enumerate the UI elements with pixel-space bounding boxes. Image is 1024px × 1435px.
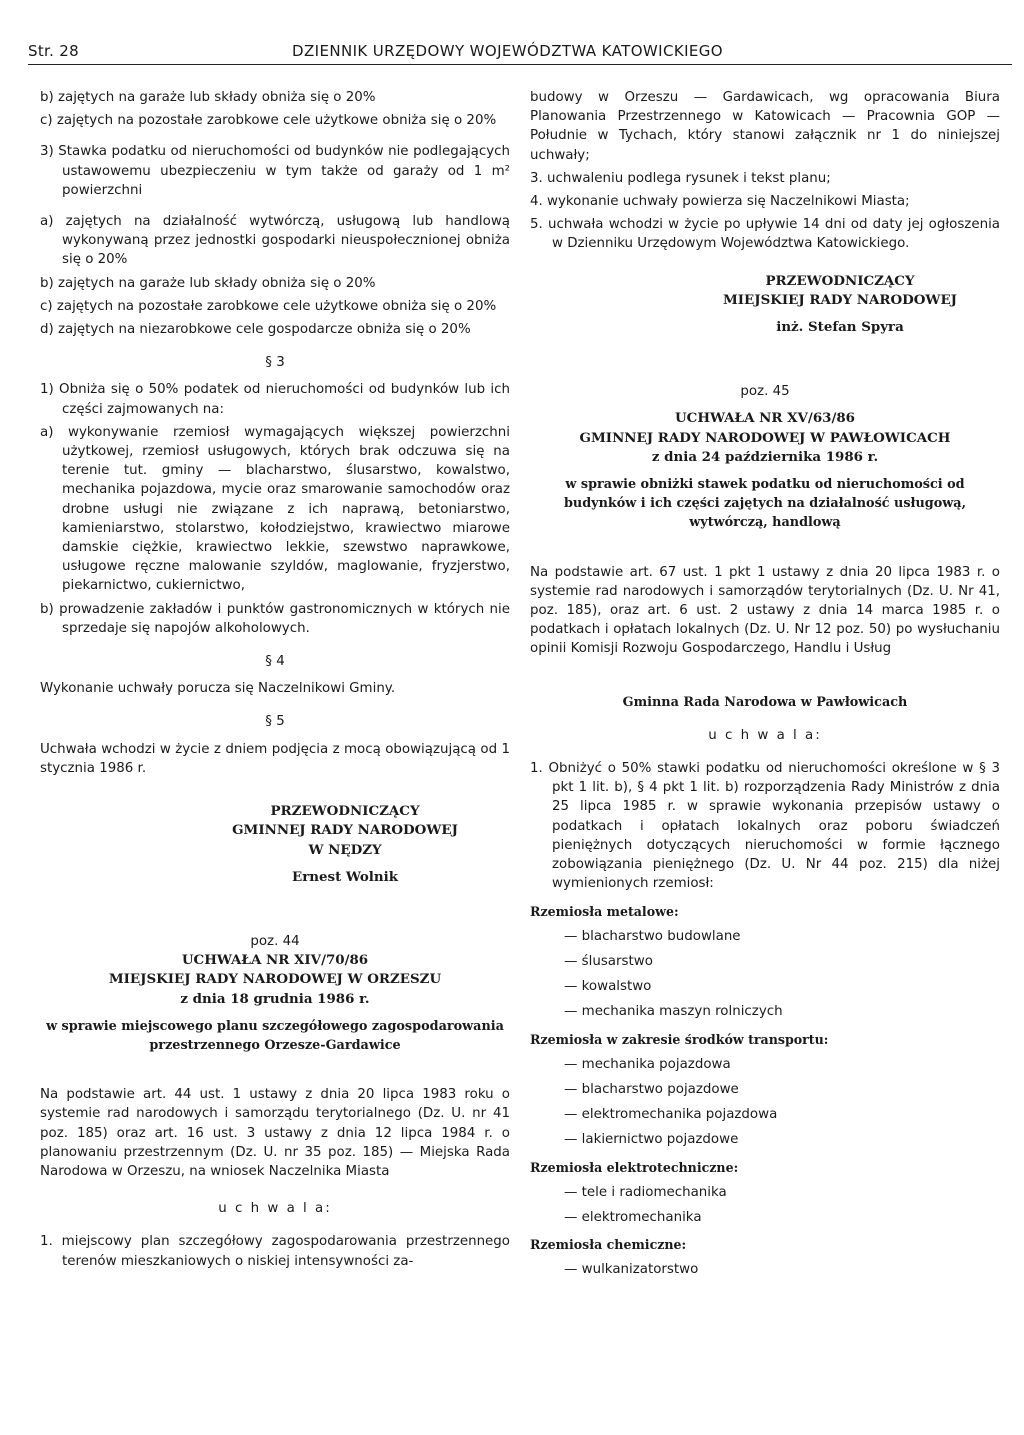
list-item: — elektromechanika pojazdowa — [564, 1107, 778, 1123]
paragraph: c) zajętych na pozostałe zarobkowe cele użytkowe obniża się o 20% — [40, 113, 497, 129]
craft-group-heading: Rzemiosła elektrotechniczne: — [530, 1159, 739, 1175]
resolution-subject: w sprawie miejscowego planu szczegółowego zagospodarowania przestrzennego Orzesze-Gardawice — [46, 1018, 504, 1053]
paragraph: a) wykonywanie rzemiosł wymagających większej powierzchni użytkowej, rzemiosł usługowych, których brak odczuwa się na terenie tut. gminy — blacharstwo, ślusarstwo, kowalstwo, mechanika pojazdowa, mycie oraz smarowanie samochodów oraz drobne usługi nie związane z ich naprawą, betoniarstwo, kamieniarstwo, stolarstwo, kołodziejstwo, krawiectwo miarowe damskie ciężkie, krawiectwo lekkie, szewstwo naprawkowe, usługowe ręczne malowanie szyldów, maglowanie, fryzjerstwo, piekarnictwo, cukiernictwo, — [40, 424, 510, 594]
paragraph: 3. uchwaleniu podlega rysunek i tekst planu; — [530, 170, 831, 186]
signature-title: PRZEWODNICZĄCY — [765, 272, 915, 289]
list-item: — kowalstwo — [564, 979, 652, 995]
paragraph: 4. wykonanie uchwały powierza się Naczelnikowi Miasta; — [530, 194, 910, 210]
paragraph: d) zajętych na niezarobkowe cele gospodarcze obniża się o 20% — [40, 322, 471, 338]
resolution-date: z dnia 24 października 1986 r. — [651, 448, 879, 465]
craft-group-heading: Rzemiosła chemiczne: — [530, 1237, 687, 1253]
journal-title: DZIENNIK URZĘDOWY WOJEWÓDZTWA KATOWICKIEGO — [292, 42, 724, 60]
resolution-subject: w sprawie obniżki stawek podatku od nieruchomości od budynków i ich części zajętych na działalność usługową, wytwórczą, handlową — [563, 477, 967, 531]
resolution-issuer: MIEJSKIEJ RADY NARODOWEJ W ORZESZU — [108, 971, 442, 988]
list-item: — blacharstwo pojazdowe — [564, 1081, 739, 1097]
craft-group-heading: Rzemiosła metalowe: — [530, 903, 679, 919]
paragraph: b) prowadzenie zakładów i punktów gastronomicznych w których nie sprzedaje się napojów alkoholowych. — [40, 601, 510, 636]
resolves-heading: u c h w a l a: — [708, 727, 822, 743]
paragraph: Na podstawie art. 44 ust. 1 ustawy z dnia 20 lipca 1983 roku o systemie rad narodowych i samorządu terytorialnego (Dz. U. nr 41 poz. 185) oraz art. 16 ust. 3 ustawy z dnia 12 lipca 1984 r. o planowaniu przestrzennym (Dz. U. nr 35 poz. 185) — Miejska Rada Narodowa w Orzeszu, na wniosek Naczelnika Miasta — [40, 1087, 510, 1179]
resolution-title: UCHWAŁA NR XIV/70/86 — [181, 952, 369, 969]
list-item: — lakiernictwo pojazdowe — [564, 1132, 739, 1148]
resolution-date: z dnia 18 grudnia 1986 r. — [180, 990, 370, 1007]
paragraph: 5. uchwała wchodzi w życie po upływie 14 dni od daty jej ogłoszenia w Dzienniku Urzędowym Województwa Katowickiego. — [530, 217, 1000, 252]
list-item: — blacharstwo budowlane — [564, 928, 741, 944]
list-item: — elektromechanika — [564, 1209, 702, 1225]
signature-block — [40, 802, 510, 887]
list-item: — tele i radiomechanika — [564, 1184, 727, 1200]
paragraph: 1. Obniżyć o 50% stawki podatku od nieruchomości określone w § 3 pkt 1 lit. b), § 4 pkt 1 lit. b) rozporządzenia Rady Ministrów z dnia 25 lipca 1985 r. w sprawie wykonania przepisów ustawy o podatkach i opłatach lokalnych oraz poboru świadczeń pieniężnych dotyczących nieruchomości w formie łącznego zobowiązania pieniężnego (Dz. U. Nr 44 poz. 215) dla niżej wymienionych rzemiosł: — [530, 761, 1000, 892]
paragraph: Wykonanie uchwały porucza się Naczelnikowi Gminy. — [40, 681, 396, 697]
position-number: poz. 44 — [250, 933, 300, 949]
list-item: — wulkanizatorstwo — [564, 1262, 699, 1278]
paragraph: b) zajętych na garaże lub składy obniża się o 20% — [40, 90, 376, 105]
paragraph: 3) Stawka podatku od nieruchomości od budynków nie podlegających ustawowemu ubezpieczeniu w tym także od garaży od 1 m² powierzchni — [40, 144, 510, 198]
list-item: — mechanika pojazdowa — [564, 1056, 731, 1072]
signature-name: Ernest Wolnik — [292, 868, 398, 885]
resolves-heading: u c h w a l a: — [218, 1201, 332, 1217]
signature-title: GMINNEJ RADY NARODOWEJ — [232, 822, 458, 839]
signature-name: inż. Stefan Spyra — [776, 319, 904, 336]
section-heading: § 3 — [265, 355, 285, 371]
right-column — [530, 88, 1000, 1286]
paragraph: Na podstawie art. 67 ust. 1 pkt 1 ustawy z dnia 20 lipca 1983 r. o systemie rad narodowych i samorządów terytorialnych (Dz. U. Nr 41, poz. 185), oraz art. 6 ust. 2 ustawy z dnia 14 marca 1985 r. o podatkach i opłatach lokalnych (Dz. U. Nr 12 poz. 50) po wysłuchaniu opinii Komisji Rozwoju Gospodarczego, Handlu i Usług — [530, 564, 1000, 657]
section-heading: § 4 — [265, 654, 285, 670]
signature-title: MIEJSKIEJ RADY NARODOWEJ — [722, 291, 958, 308]
signature-block — [530, 272, 1000, 338]
header-rule — [28, 64, 1012, 65]
signature-title: PRZEWODNICZĄCY — [270, 803, 420, 820]
paragraph: 1) Obniża się o 50% podatek od nieruchomości od budynków lub ich części zajmowanych na: — [40, 382, 510, 417]
signature-title: W NĘDZY — [308, 841, 382, 858]
resolution-issuer: GMINNEJ RADY NARODOWEJ W PAWŁOWICACH — [579, 429, 951, 446]
paragraph: a) zajętych na działalność wytwórczą, usługową lub handlową wykonywaną przez jednostki gospodarki nieuspołecznionej obniża się o 20% — [40, 214, 510, 268]
resolution-title: UCHWAŁA NR XV/63/86 — [675, 410, 855, 427]
left-column — [40, 88, 510, 1275]
craft-group-heading: Rzemiosła w zakresie środków transportu: — [530, 1031, 829, 1047]
council-name: Gminna Rada Narodowa w Pawłowicach — [622, 694, 908, 710]
section-heading: § 5 — [265, 714, 285, 730]
page-number: Str. 28 — [28, 42, 79, 60]
list-item: — mechanika maszyn rolniczych — [564, 1004, 783, 1020]
paragraph: Uchwała wchodzi w życie z dniem podjęcia z mocą obowiązującą od 1 stycznia 1986 r. — [40, 741, 510, 776]
paragraph: c) zajętych na pozostałe zarobkowe cele użytkowe obniża się o 20% — [40, 298, 497, 314]
paragraph: b) zajętych na garaże lub składy obniża się o 20% — [40, 275, 376, 291]
paragraph: 1. miejscowy plan szczegółowy zagospodarowania przestrzennego terenów mieszkaniowych o niskiej intensywności za- — [40, 1234, 510, 1269]
paragraph: budowy w Orzeszu — Gardawicach, wg opracowania Biura Planowania Przestrzennego w Katowicach — Pracownia GOP — Południe w Tychach, który stanowi załącznik nr 1 do niniejszej uchwały; — [530, 90, 1000, 163]
list-item: — ślusarstwo — [564, 953, 653, 969]
page-header — [0, 0, 1024, 70]
position-number: poz. 45 — [740, 384, 790, 400]
